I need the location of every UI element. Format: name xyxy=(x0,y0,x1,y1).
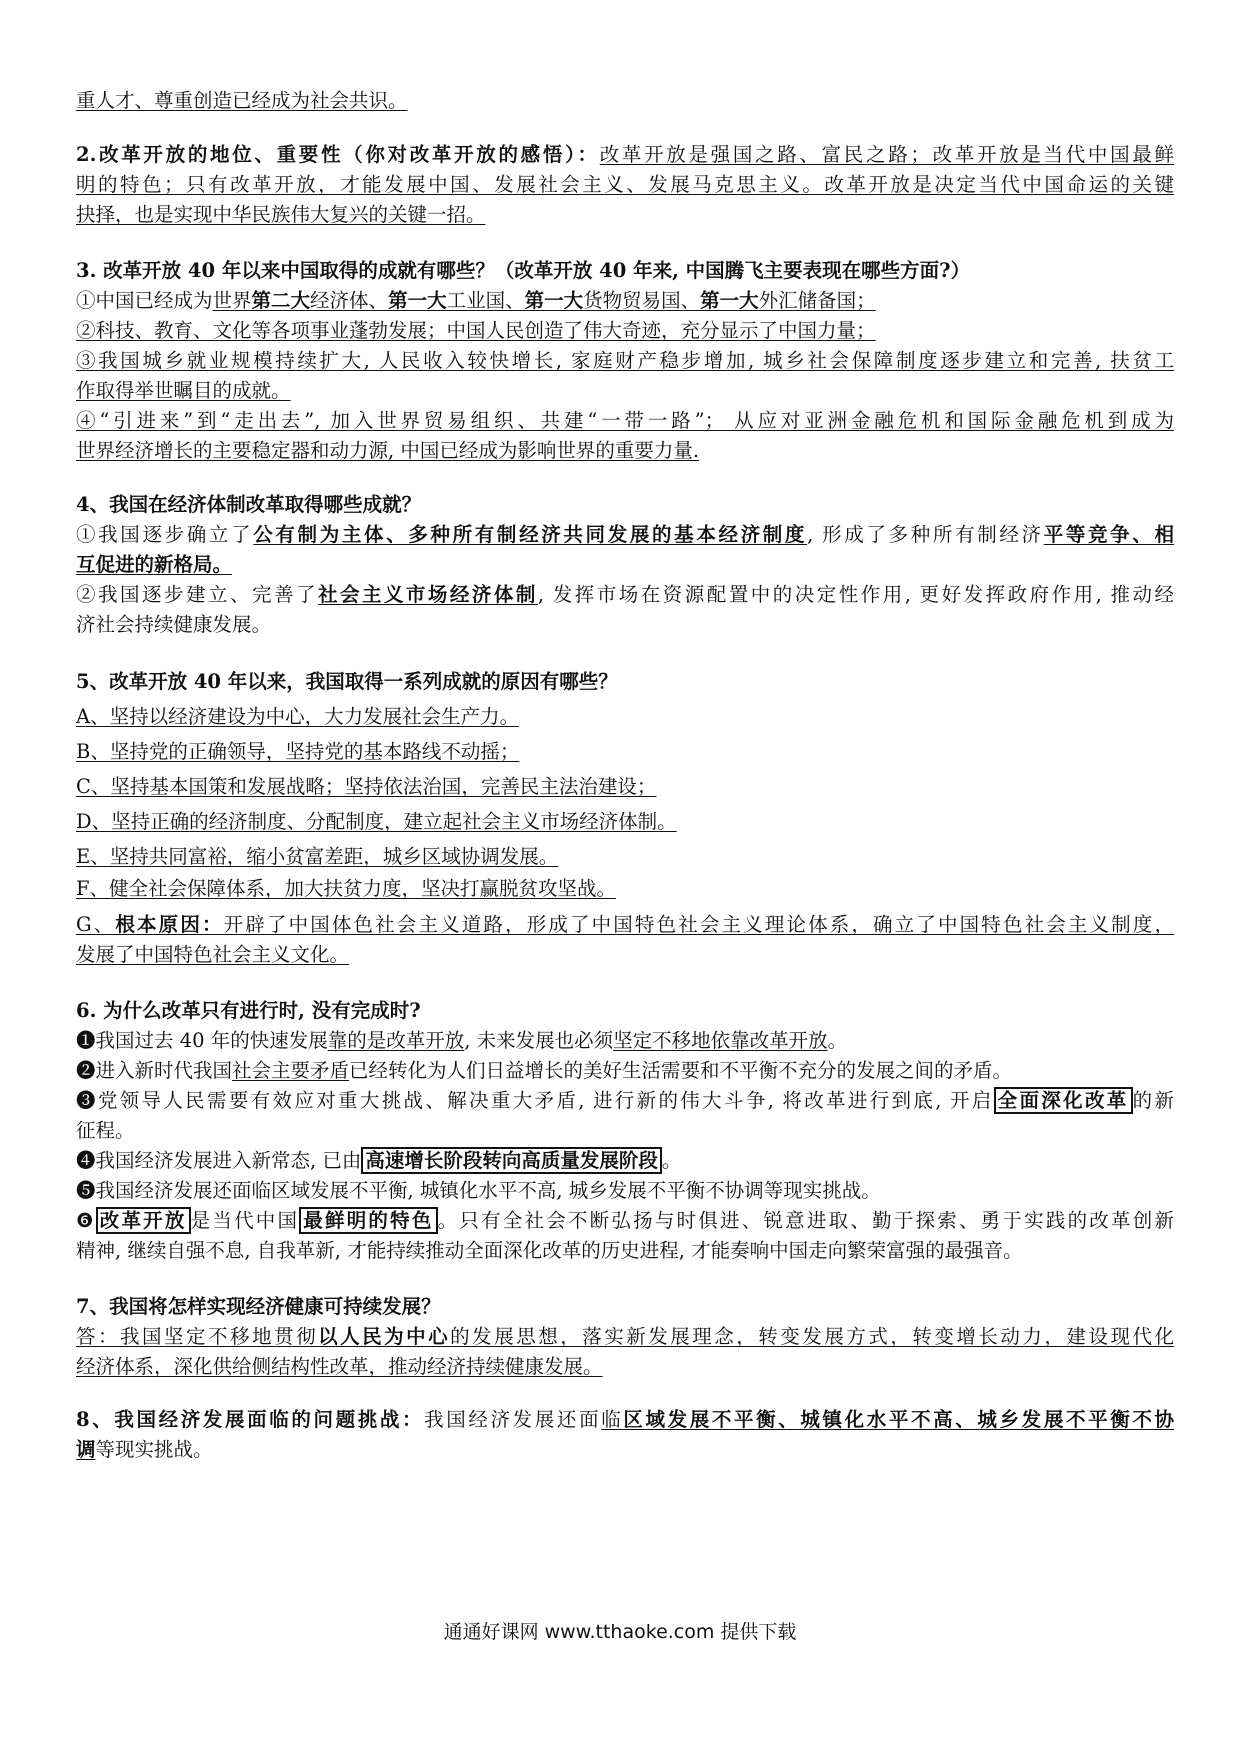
bold-term: 平等竞争、相 xyxy=(1043,523,1174,546)
text-span: 。 xyxy=(827,1029,848,1052)
text-span: 答：我国坚定不移地贯彻 xyxy=(76,1325,319,1348)
text-span: 社会主要矛盾 xyxy=(232,1059,350,1082)
section-6-item-4 xyxy=(76,1146,1174,1176)
text-span: 的新 xyxy=(1132,1089,1174,1112)
bold-term: 第二大 xyxy=(251,289,311,312)
text-line: B、坚持党的正确领导，坚持党的基本路线不动摇； xyxy=(76,740,520,763)
text-line: 世界经济增长的主要稳定器和动力源, 中国已经成为影响世界的重要力量. xyxy=(76,439,700,462)
section-4-heading xyxy=(76,490,1174,520)
section-3-item-2 xyxy=(76,316,1174,346)
section-4-item-2-line-2 xyxy=(76,610,1174,640)
text-line: ④“引进来”到“走出去”, 加入世界贸易组织、共建“一带一路”； 从应对亚洲金融危机和国际金融危机到成为 xyxy=(76,409,1174,432)
bold-term: 公有制为主体、多种所有制经济共同发展的基本经济制度 xyxy=(253,523,808,546)
text-span: ❸党领导人民需要有效应对重大挑战、解决重大矛盾, 进行新的伟大斗争, 将改革进行到底, 开启 xyxy=(76,1089,994,1112)
bold-term: 社会主义市场经济体制 xyxy=(317,583,538,606)
text-span: 已经转化为人们日益增长的美好生活需要和不平衡不充分的发展之间的矛盾。 xyxy=(349,1059,1013,1082)
section-8-line-2 xyxy=(76,1435,1174,1465)
section-6-item-6-line-2 xyxy=(76,1236,1174,1266)
text-line: C、坚持基本国策和发展战略；坚持依法治国，完善民主法治建设； xyxy=(76,775,657,798)
text-line: 作取得举世瞩目的成就。 xyxy=(76,379,291,402)
bold-term: 第一大 xyxy=(388,289,447,312)
section-2-heading: 2.改革开放的地位、重要性（你对改革开放的感悟）： xyxy=(76,143,600,166)
bold-term: 区域发展不平衡、城镇化水平不高、城乡发展不平衡不协 xyxy=(623,1408,1174,1431)
section-6-item-3-line-1 xyxy=(76,1086,1174,1116)
text-span: 临 xyxy=(601,1408,624,1431)
text-span: ❻ xyxy=(76,1209,96,1232)
section-5-item-b xyxy=(76,737,1174,767)
text-span: 坚定不移地依靠改革开放 xyxy=(613,1029,828,1052)
section-2-line-2 xyxy=(76,170,1174,200)
section-4-item-1-line-1 xyxy=(76,520,1174,550)
section-6-heading xyxy=(76,996,1174,1026)
page-footer: 通通好课网 www.tthaoke.com 提供下载 xyxy=(443,1621,797,1643)
boxed-term: 最鲜明的特色 xyxy=(299,1207,437,1234)
text-line: 精神, 继续自强不息, 自我革新, 才能持续推动全面深化改革的历史进程, 才能奏响中国走向繁荣富强的最强音。 xyxy=(76,1239,1023,1262)
text-line: ②科技、教育、文化等各项事业蓬勃发展；中国人民创造了伟大奇迹，充分显示了中国力量； xyxy=(76,319,876,342)
section-6-item-2 xyxy=(76,1056,1174,1086)
section-7-answer-line-2 xyxy=(76,1352,1174,1382)
intro-line xyxy=(76,86,1174,116)
text-line: 征程。 xyxy=(76,1119,135,1142)
bold-term: 第一大 xyxy=(700,289,759,312)
text-span: , 形成了多种所有制经济 xyxy=(807,523,1044,546)
text-line: 发展了中国特色社会主义文化。 xyxy=(76,943,350,966)
section-5-item-g-line-2 xyxy=(76,940,1174,970)
heading-text: 4、我国在经济体制改革取得哪些成就？ xyxy=(76,493,422,516)
text-span: ❷进入新时代我国 xyxy=(76,1059,233,1082)
section-6-item-5 xyxy=(76,1176,1174,1206)
text-span: ①中国已经成为 xyxy=(76,289,213,312)
text-line: 改革开放是强国之路、富民之路；改革开放是当代中国最鲜 xyxy=(599,143,1174,166)
heading-text: 6. 为什么改革只有进行时, 没有完成时? xyxy=(76,999,421,1022)
section-8-heading: 8、我国经济发展面临的问题挑战： xyxy=(76,1408,425,1431)
bold-term: 第一大 xyxy=(524,289,584,312)
text-span: , 未来发展也必须 xyxy=(464,1029,614,1052)
section-3-item-4-line-1 xyxy=(76,406,1174,436)
text-span: 经济体、 xyxy=(310,289,389,312)
text-span: 靠的是改革开放 xyxy=(327,1029,465,1052)
section-5-item-d xyxy=(76,807,1174,837)
bold-term: 互促进的新格局。 xyxy=(76,553,233,576)
text-line: E、坚持共同富裕，缩小贫富差距，城乡区域协调发展。 xyxy=(76,845,559,868)
section-6-item-3-line-2 xyxy=(76,1116,1174,1146)
text-span: 是当代中国 xyxy=(190,1209,300,1232)
section-5-item-f xyxy=(76,874,1174,904)
section-4-item-1-line-2 xyxy=(76,550,1174,580)
section-2-line-1 xyxy=(76,140,1174,170)
section-6-item-1 xyxy=(76,1026,1174,1056)
section-8-line-1 xyxy=(76,1405,1174,1435)
text-span: 的发展思想，落实新发展理念，转变发展方式，转变增长动力，建设现代化 xyxy=(450,1325,1174,1348)
heading-text: 5、改革开放 40 年以来，我国取得一系列成就的原因有哪些？ xyxy=(76,670,618,693)
text-span: ❹我国经济发展进入新常态, 已由 xyxy=(76,1149,362,1172)
heading-text: 3. 改革开放 40 年以来中国取得的成就有哪些？（改革开放 40 年来, 中国腾飞主要表现在哪些方面?） xyxy=(76,259,971,282)
text-span: ①我国逐步确立了 xyxy=(76,523,254,546)
text-span: 。 xyxy=(661,1149,682,1172)
section-5-item-g-line-1 xyxy=(76,910,1174,940)
section-3-item-4-line-2 xyxy=(76,436,1174,466)
section-3-item-3-line-2 xyxy=(76,376,1174,406)
text-line: 抉择，也是实现中华民族伟大复兴的关键一招。 xyxy=(76,203,486,226)
text-line: ❺我国经济发展还面临区域发展不平衡, 城镇化水平不高, 城乡发展不平衡不协调等现实挑战。 xyxy=(76,1179,881,1202)
text-span: 外汇储备国； xyxy=(758,289,876,312)
text-span: ②我国逐步建立、完善了 xyxy=(76,583,318,606)
text-span: 世界 xyxy=(212,289,252,312)
section-5-heading xyxy=(76,667,1174,697)
section-3-item-3-line-1 xyxy=(76,346,1174,376)
section-3-item-1 xyxy=(76,286,1174,316)
text-line: F、健全社会保障体系，加大扶贫力度，坚决打赢脱贫攻坚战。 xyxy=(76,877,617,900)
text-span: 。只有全社会不断弘扬与时俱进、锐意进取、勤于探索、勇于实践的改革创新 xyxy=(437,1209,1174,1232)
text-span: 工业国、 xyxy=(446,289,525,312)
section-5-item-e xyxy=(76,842,1174,872)
section-5-item-a xyxy=(76,702,1174,732)
text-line: A、坚持以经济建设为中心，大力发展社会生产力。 xyxy=(76,705,520,728)
section-3-heading xyxy=(76,256,1174,286)
text-span: 开辟了中国体色社会主义道路，形成了中国特色社会主义理论体系，确立了中国特色社会主义制度， xyxy=(223,913,1174,936)
text-line: ③我国城乡就业规模持续扩大, 人民收入较快增长, 家庭财产稳步增加, 城乡社会保障制度逐步建立和完善, 扶贫工 xyxy=(76,349,1174,372)
heading-text: 7、我国将怎样实现经济健康可持续发展？ xyxy=(76,1295,441,1318)
bold-term: 调 xyxy=(76,1438,96,1461)
section-5-item-c xyxy=(76,772,1174,802)
text-line: 明的特色；只有改革开放，才能发展中国、发展社会主义、发展马克思主义。改革开放是决定当代中国命运的关键 xyxy=(76,173,1174,196)
text-span: 等现实挑战。 xyxy=(95,1438,213,1461)
text-line: 济社会持续健康发展。 xyxy=(76,613,272,636)
bold-term: 以人民为中心 xyxy=(318,1325,451,1348)
text-span: ❶我国过去 40 年的快速发展 xyxy=(76,1029,328,1052)
text-line: 重人才、尊重创造已经成为社会共识。 xyxy=(76,89,408,112)
text-line: D、坚持正确的经济制度、分配制度，建立起社会主义市场经济体制。 xyxy=(76,810,677,833)
text-span: 货物贸易国、 xyxy=(583,289,701,312)
section-2-line-3 xyxy=(76,200,1174,230)
boxed-term: 全面深化改革 xyxy=(994,1087,1133,1114)
section-7-heading xyxy=(76,1292,1174,1322)
section-4-item-2-line-1 xyxy=(76,580,1174,610)
bold-term: 根本原因： xyxy=(115,913,224,936)
boxed-term: 改革开放 xyxy=(96,1207,191,1234)
text-span: , 发挥市场在资源配置中的决定性作用, 更好发挥政府作用, 推动经 xyxy=(537,583,1174,606)
text-line: 经济体系，深化供给侧结构性改革，推动经济持续健康发展。 xyxy=(76,1355,603,1378)
text-span: 我国经济发展还面 xyxy=(424,1408,602,1431)
section-6-item-6-line-1 xyxy=(76,1206,1174,1236)
section-7-answer-line-1 xyxy=(76,1322,1174,1352)
text-span: G、 xyxy=(76,913,116,936)
boxed-term: 高速增长阶段转向高质量发展阶段 xyxy=(361,1147,662,1174)
